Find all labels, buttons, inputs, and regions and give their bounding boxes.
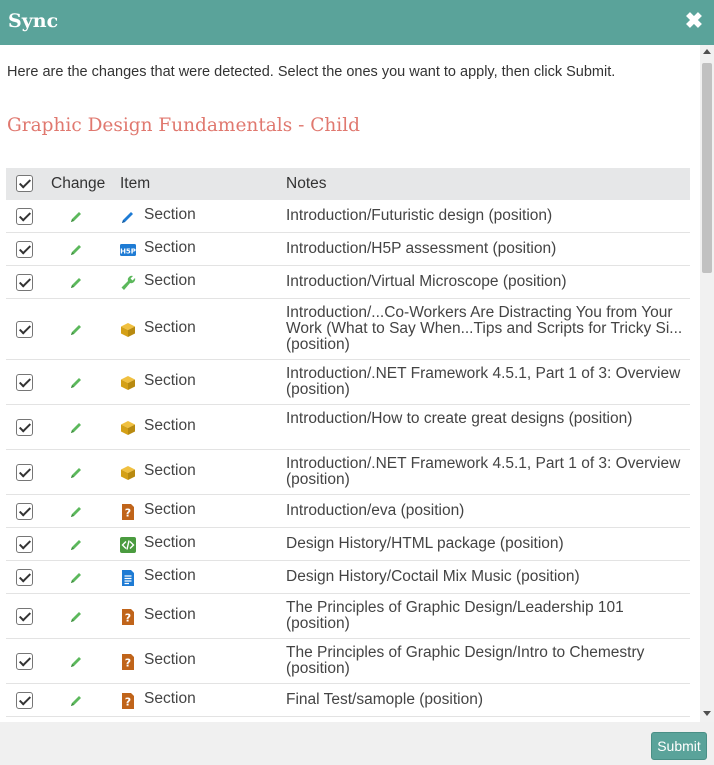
row-checkbox[interactable] — [16, 536, 33, 553]
row-item-type: Section — [144, 689, 196, 707]
select-all-checkbox[interactable] — [16, 175, 33, 192]
pencil-icon — [68, 654, 84, 670]
svg-text:H5P: H5P — [120, 246, 136, 255]
row-notes: The Principles of Graphic Design/Leadership 101 (position) — [286, 598, 624, 632]
row-checkbox[interactable] — [16, 503, 33, 520]
dialog-title: Sync — [8, 10, 59, 32]
table-row[interactable] — [6, 528, 690, 561]
table-row[interactable] — [6, 561, 690, 594]
pencil-icon — [68, 693, 84, 709]
pencil-icon — [68, 209, 84, 225]
pencil-icon — [68, 465, 84, 481]
cube-icon — [120, 375, 136, 391]
row-notes: Final Test/samople (position) — [286, 690, 483, 708]
question-icon — [120, 654, 136, 670]
table-row[interactable] — [6, 266, 690, 299]
scrollbar[interactable] — [700, 45, 714, 722]
row-checkbox[interactable] — [16, 321, 33, 338]
row-item-type: Section — [144, 271, 196, 289]
row-item-type: Section — [144, 238, 196, 256]
instructions-text: Here are the changes that were detected. Select the ones you want to apply, then click Submit. — [7, 64, 616, 80]
svg-text:?: ? — [124, 656, 132, 669]
course-title: Graphic Design Fundamentals - Child — [7, 115, 360, 136]
row-notes: Design History/HTML package (position) — [286, 534, 564, 552]
row-checkbox[interactable] — [16, 374, 33, 391]
row-notes: Introduction/...Co-Workers Are Distracting You from Your Work (What to Say When...Tips and Scripts for Tricky Si... (position) — [286, 303, 683, 353]
dialog-content — [0, 45, 700, 722]
column-header-item: Item — [120, 175, 151, 192]
row-checkbox[interactable] — [16, 653, 33, 670]
row-checkbox[interactable] — [16, 241, 33, 258]
row-item-type: Section — [144, 650, 196, 668]
row-notes: The Principles of Graphic Design/Intro to Chemestry (position) — [286, 643, 645, 677]
row-item-type: Section — [144, 318, 196, 336]
row-checkbox[interactable] — [16, 464, 33, 481]
svg-text:?: ? — [124, 506, 132, 519]
scrollbar-thumb[interactable] — [702, 63, 712, 273]
row-item-type: Section — [144, 605, 196, 623]
pencil-icon — [68, 537, 84, 553]
table-body — [6, 200, 690, 750]
row-item-type: Section — [144, 416, 196, 434]
row-notes: Introduction/H5P assessment (position) — [286, 239, 557, 257]
row-checkbox[interactable] — [16, 692, 33, 709]
pencil-icon — [68, 609, 84, 625]
cube-icon — [120, 465, 136, 481]
pencil-icon — [68, 570, 84, 586]
row-item-type: Section — [144, 371, 196, 389]
question-icon — [120, 609, 136, 625]
row-checkbox[interactable] — [16, 274, 33, 291]
submit-button[interactable]: Submit — [651, 732, 707, 760]
row-notes: Introduction/How to create great designs (position) — [286, 409, 633, 427]
table-row[interactable] — [6, 684, 690, 717]
pencil-icon — [68, 322, 84, 338]
table-row[interactable] — [6, 200, 690, 233]
row-item-type: Section — [144, 461, 196, 479]
table-row[interactable] — [6, 233, 690, 266]
column-header-notes: Notes — [286, 175, 327, 192]
dialog-titlebar — [0, 0, 714, 45]
dialog-footer — [0, 722, 714, 765]
row-notes: Design History/Coctail Mix Music (position) — [286, 567, 580, 585]
row-checkbox[interactable] — [16, 569, 33, 586]
svg-text:?: ? — [124, 611, 132, 624]
svg-text:?: ? — [124, 695, 132, 708]
cube-icon — [120, 322, 136, 338]
table-row[interactable] — [6, 360, 690, 405]
column-header-change: Change — [51, 175, 106, 192]
row-notes: Introduction/.NET Framework 4.5.1, Part 1 of 3: Overview (position) — [286, 364, 681, 398]
table-row[interactable] — [6, 639, 690, 684]
wrench-icon — [120, 275, 136, 291]
row-item-type: Section — [144, 566, 196, 584]
document-icon — [120, 570, 136, 586]
pen-icon — [120, 209, 136, 225]
code-icon — [120, 537, 136, 553]
pencil-icon — [68, 375, 84, 391]
row-notes: Introduction/Futuristic design (position) — [286, 206, 553, 224]
pencil-icon — [68, 275, 84, 291]
row-notes: Introduction/eva (position) — [286, 501, 465, 519]
question-icon — [120, 693, 136, 709]
row-checkbox[interactable] — [16, 419, 33, 436]
table-row[interactable] — [6, 405, 690, 450]
table-row[interactable] — [6, 495, 690, 528]
table-row[interactable] — [6, 299, 690, 360]
changes-table — [6, 168, 690, 750]
row-item-type: Section — [144, 500, 196, 518]
row-item-type: Section — [144, 533, 196, 551]
table-header — [6, 168, 690, 200]
scroll-down-icon[interactable] — [703, 711, 711, 716]
close-icon[interactable]: ✖ — [684, 8, 704, 33]
question-icon — [120, 504, 136, 520]
row-checkbox[interactable] — [16, 608, 33, 625]
row-item-type: Section — [144, 205, 196, 223]
h5p-icon — [120, 242, 136, 258]
row-checkbox[interactable] — [16, 208, 33, 225]
table-row[interactable] — [6, 594, 690, 639]
pencil-icon — [68, 504, 84, 520]
cube-icon — [120, 420, 136, 436]
row-notes: Introduction/.NET Framework 4.5.1, Part 1 of 3: Overview (position) — [286, 454, 681, 488]
pencil-icon — [68, 242, 84, 258]
scroll-up-icon[interactable] — [703, 49, 711, 54]
pencil-icon — [68, 420, 84, 436]
row-notes: Introduction/Virtual Microscope (position) — [286, 272, 567, 290]
table-row[interactable] — [6, 450, 690, 495]
